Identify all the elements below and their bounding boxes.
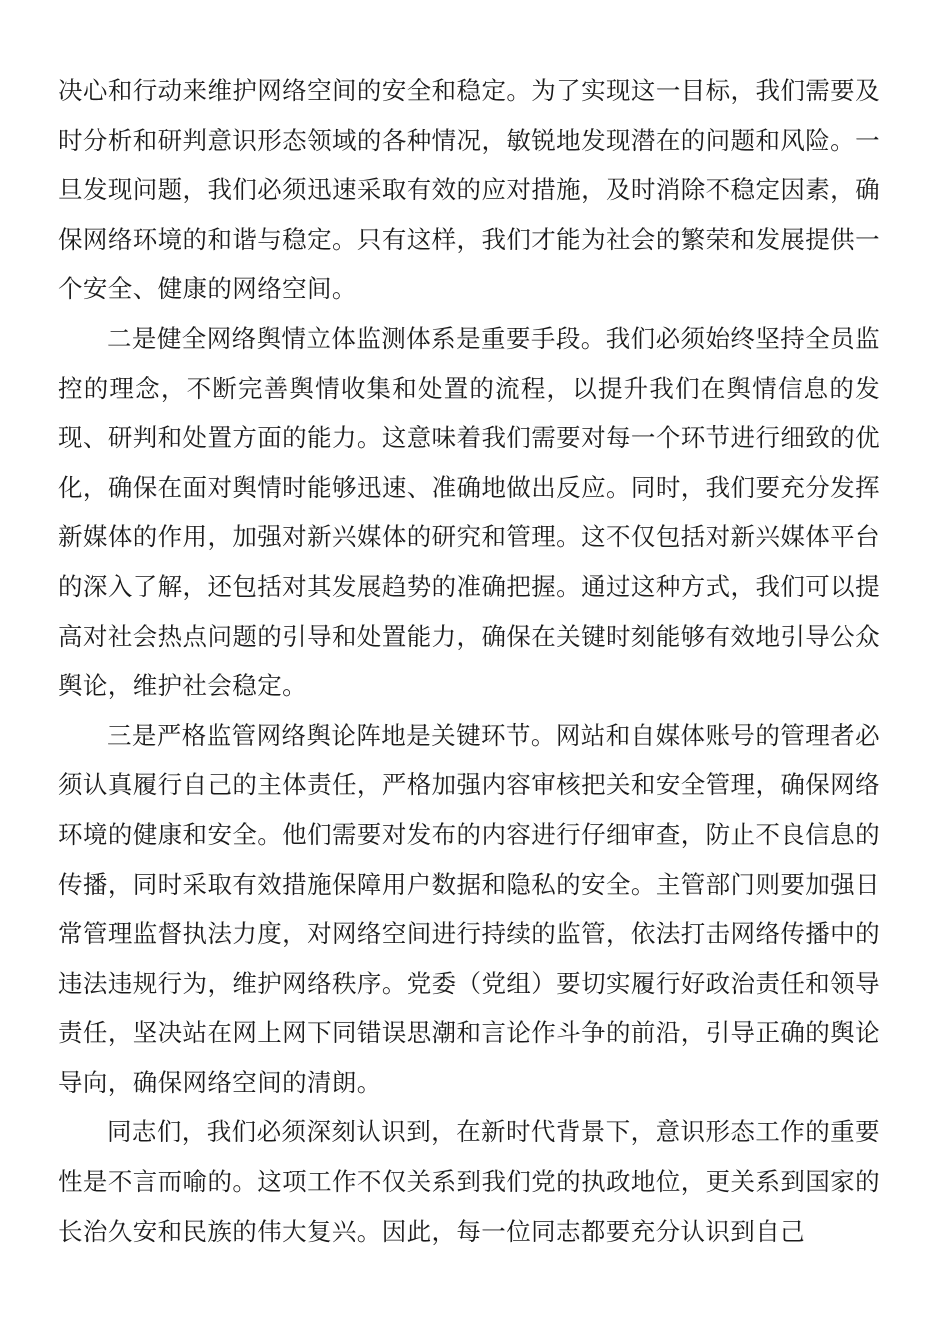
paragraph-comrades: 同志们，我们必须深刻认识到，在新时代背景下，意识形态工作的重要性是不言而喻的。这项工作不仅关系到我们党的执政地位，更关系到国家的长治久安和民族的伟大复兴。因此，每一位同志都要充分认识到自己 bbox=[58, 1117, 880, 1246]
paragraph-point-two: 二是健全网络舆情立体监测体系是重要手段。我们必须始终坚持全员监控的理念，不断完善舆情收集和处置的流程，以提升我们在舆情信息的发现、研判和处置方面的能力。这意味着我们需要对每一个环节进行细致的优化，确保在面对舆情时能够迅速、准确地做出反应。同时，我们要充分发挥新媒体的作用，加强对新兴媒体的研究和管理。这不仅包括对新兴媒体平台的深入了解，还包括对其发展趋势的准确把握。通过这种方式，我们可以提高对社会热点问题的引导和处置能力，确保在关键时刻能够有效地引导公众舆论，维护社会稳定。 bbox=[58, 323, 880, 701]
document-page bbox=[58, 66, 880, 1256]
paragraph-continuation: 决心和行动来维护网络空间的安全和稳定。为了实现这一目标，我们需要及时分析和研判意识形态领域的各种情况，敏锐地发现潜在的问题和风险。一旦发现问题，我们必须迅速采取有效的应对措施，及时消除不稳定因素，确保网络环境的和谐与稳定。只有这样，我们才能为社会的繁荣和发展提供一个安全、健康的网络空间。 bbox=[58, 76, 880, 304]
paragraph-point-three: 三是严格监管网络舆论阵地是关键环节。网站和自媒体账号的管理者必须认真履行自己的主体责任，严格加强内容审核把关和安全管理，确保网络环境的健康和安全。他们需要对发布的内容进行仔细审查，防止不良信息的传播，同时采取有效措施保障用户数据和隐私的安全。主管部门则要加强日常管理监督执法力度，对网络空间进行持续的监管，依法打击网络传播中的违法违规行为，维护网络秩序。党委（党组）要切实履行好政治责任和领导责任，坚决站在网上网下同错误思潮和言论作斗争的前沿，引导正确的舆论导向，确保网络空间的清朗。 bbox=[58, 720, 880, 1097]
